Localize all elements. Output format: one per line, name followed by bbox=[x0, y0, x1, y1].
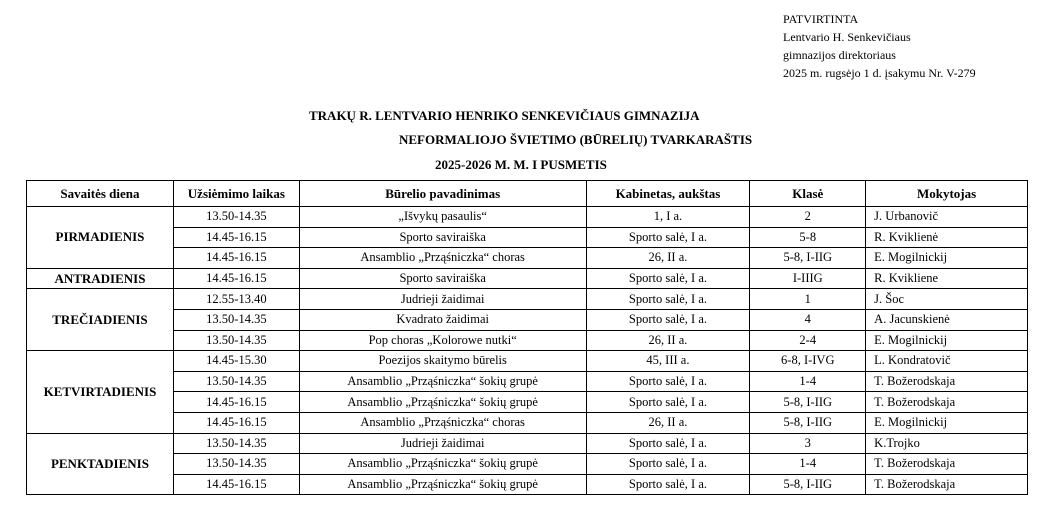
class-cell: 1-4 bbox=[750, 371, 866, 392]
activity-cell: Judrieji žaidimai bbox=[299, 433, 586, 454]
teacher-cell: T. Božerodskaja bbox=[866, 392, 1028, 413]
header-time: Užsiėmimo laikas bbox=[173, 181, 299, 207]
class-cell: 2 bbox=[750, 207, 866, 228]
approval-line: Lentvario H. Senkevičiaus bbox=[783, 30, 911, 44]
room-cell: 26, II a. bbox=[586, 248, 750, 269]
time-cell: 13.50-14.35 bbox=[173, 433, 299, 454]
time-cell: 14.45-16.15 bbox=[173, 227, 299, 248]
class-cell: 1 bbox=[750, 289, 866, 310]
table-row bbox=[27, 268, 1028, 289]
table-row bbox=[27, 474, 1028, 495]
table-row bbox=[27, 330, 1028, 351]
schedule-body bbox=[27, 207, 1028, 495]
table-row bbox=[27, 412, 1028, 433]
header-teacher: Mokytojas bbox=[866, 181, 1028, 207]
activity-cell: Poezijos skaitymo būrelis bbox=[299, 351, 586, 372]
activity-cell: Ansamblio „Prząśniczka“ choras bbox=[299, 248, 586, 269]
class-cell: 5-8, I-IIG bbox=[750, 474, 866, 495]
table-row bbox=[27, 248, 1028, 269]
class-cell: 4 bbox=[750, 309, 866, 330]
approval-line: PATVIRTINTA bbox=[783, 12, 859, 26]
table-row bbox=[27, 309, 1028, 330]
table-row bbox=[27, 289, 1028, 310]
class-cell: 2-4 bbox=[750, 330, 866, 351]
class-cell: 6-8, I-IVG bbox=[750, 351, 866, 372]
day-cell: PIRMADIENIS bbox=[27, 207, 174, 269]
time-cell: 13.50-14.35 bbox=[173, 309, 299, 330]
activity-cell: Ansamblio „Prząśniczka“ šokių grupė bbox=[299, 454, 586, 475]
schedule-table bbox=[26, 180, 1028, 495]
room-cell: Sporto salė, I a. bbox=[586, 268, 750, 289]
table-header-row bbox=[27, 181, 1028, 207]
activity-cell: Ansamblio „Prząśniczka“ šokių grupė bbox=[299, 392, 586, 413]
teacher-cell: E. Mogilnickij bbox=[866, 330, 1028, 351]
class-cell: 5-8, I-IIG bbox=[750, 412, 866, 433]
activity-cell: Sporto saviraiška bbox=[299, 268, 586, 289]
table-row bbox=[27, 433, 1028, 454]
activity-cell: Pop choras „Kolorowe nutki“ bbox=[299, 330, 586, 351]
teacher-cell: K.Trojko bbox=[866, 433, 1028, 454]
class-cell: 1-4 bbox=[750, 454, 866, 475]
approval-line: 2025 m. rugsėjo 1 d. įsakymu Nr. V-279 bbox=[783, 66, 976, 80]
room-cell: 26, II a. bbox=[586, 330, 750, 351]
room-cell: Sporto salė, I a. bbox=[586, 454, 750, 475]
activity-cell: Kvadrato žaidimai bbox=[299, 309, 586, 330]
teacher-cell: T. Božerodskaja bbox=[866, 474, 1028, 495]
day-cell: PENKTADIENIS bbox=[27, 433, 174, 495]
room-cell: Sporto salė, I a. bbox=[586, 474, 750, 495]
time-cell: 12.55-13.40 bbox=[173, 289, 299, 310]
time-cell: 14.45-16.15 bbox=[173, 248, 299, 269]
table-row bbox=[27, 392, 1028, 413]
header-class: Klasė bbox=[750, 181, 866, 207]
teacher-cell: T. Božerodskaja bbox=[866, 371, 1028, 392]
room-cell: 26, II a. bbox=[586, 412, 750, 433]
day-cell: KETVIRTADIENIS bbox=[27, 351, 174, 433]
day-cell: TREČIADIENIS bbox=[27, 289, 174, 351]
table-row bbox=[27, 454, 1028, 475]
room-cell: 45, III a. bbox=[586, 351, 750, 372]
activity-cell: Ansamblio „Prząśniczka“ choras bbox=[299, 412, 586, 433]
room-cell: 1, I a. bbox=[586, 207, 750, 228]
teacher-cell: E. Mogilnickij bbox=[866, 412, 1028, 433]
time-cell: 14.45-15.30 bbox=[173, 351, 299, 372]
table-row bbox=[27, 207, 1028, 228]
table-row bbox=[27, 227, 1028, 248]
teacher-cell: A. Jacunskienė bbox=[866, 309, 1028, 330]
table-row bbox=[27, 351, 1028, 372]
time-cell: 14.45-16.15 bbox=[173, 474, 299, 495]
teacher-cell: R. Kviklienė bbox=[866, 227, 1028, 248]
schedule-title: NEFORMALIOJO ŠVIETIMO (BŪRELIŲ) TVARKARAŠTIS bbox=[399, 132, 753, 147]
teacher-cell: J. Urbanovič bbox=[866, 207, 1028, 228]
approval-line: gimnazijos direktoriaus bbox=[783, 48, 896, 62]
time-cell: 13.50-14.35 bbox=[173, 330, 299, 351]
teacher-cell: R. Kvikliene bbox=[866, 268, 1028, 289]
time-cell: 13.50-14.35 bbox=[173, 454, 299, 475]
class-cell: 3 bbox=[750, 433, 866, 454]
time-cell: 14.45-16.15 bbox=[173, 412, 299, 433]
class-cell: 5-8, I-IIG bbox=[750, 248, 866, 269]
day-cell: ANTRADIENIS bbox=[27, 268, 174, 289]
school-title: TRAKŲ R. LENTVARIO HENRIKO SENKEVIČIAUS GIMNAZIJA bbox=[309, 108, 700, 123]
time-cell: 14.45-16.15 bbox=[173, 268, 299, 289]
room-cell: Sporto salė, I a. bbox=[586, 371, 750, 392]
time-cell: 13.50-14.35 bbox=[173, 371, 299, 392]
time-cell: 13.50-14.35 bbox=[173, 207, 299, 228]
class-cell: I-IIIG bbox=[750, 268, 866, 289]
teacher-cell: E. Mogilnickij bbox=[866, 248, 1028, 269]
period-title: 2025-2026 M. M. I PUSMETIS bbox=[435, 157, 607, 172]
class-cell: 5-8, I-IIG bbox=[750, 392, 866, 413]
activity-cell: Judrieji žaidimai bbox=[299, 289, 586, 310]
teacher-cell: L. Kondratovič bbox=[866, 351, 1028, 372]
class-cell: 5-8 bbox=[750, 227, 866, 248]
teacher-cell: T. Božerodskaja bbox=[866, 454, 1028, 475]
activity-cell: Ansamblio „Prząśniczka“ šokių grupė bbox=[299, 474, 586, 495]
teacher-cell: J. Šoc bbox=[866, 289, 1028, 310]
approval-block bbox=[783, 10, 976, 82]
room-cell: Sporto salė, I a. bbox=[586, 392, 750, 413]
time-cell: 14.45-16.15 bbox=[173, 392, 299, 413]
room-cell: Sporto salė, I a. bbox=[586, 309, 750, 330]
activity-cell: Sporto saviraiška bbox=[299, 227, 586, 248]
table-row bbox=[27, 371, 1028, 392]
header-room: Kabinetas, aukštas bbox=[586, 181, 750, 207]
room-cell: Sporto salė, I a. bbox=[586, 289, 750, 310]
header-name: Būrelio pavadinimas bbox=[299, 181, 586, 207]
room-cell: Sporto salė, I a. bbox=[586, 227, 750, 248]
room-cell: Sporto salė, I a. bbox=[586, 433, 750, 454]
header-day: Savaitės diena bbox=[27, 181, 174, 207]
activity-cell: Ansamblio „Prząśniczka“ šokių grupė bbox=[299, 371, 586, 392]
activity-cell: „Išvykų pasaulis“ bbox=[299, 207, 586, 228]
